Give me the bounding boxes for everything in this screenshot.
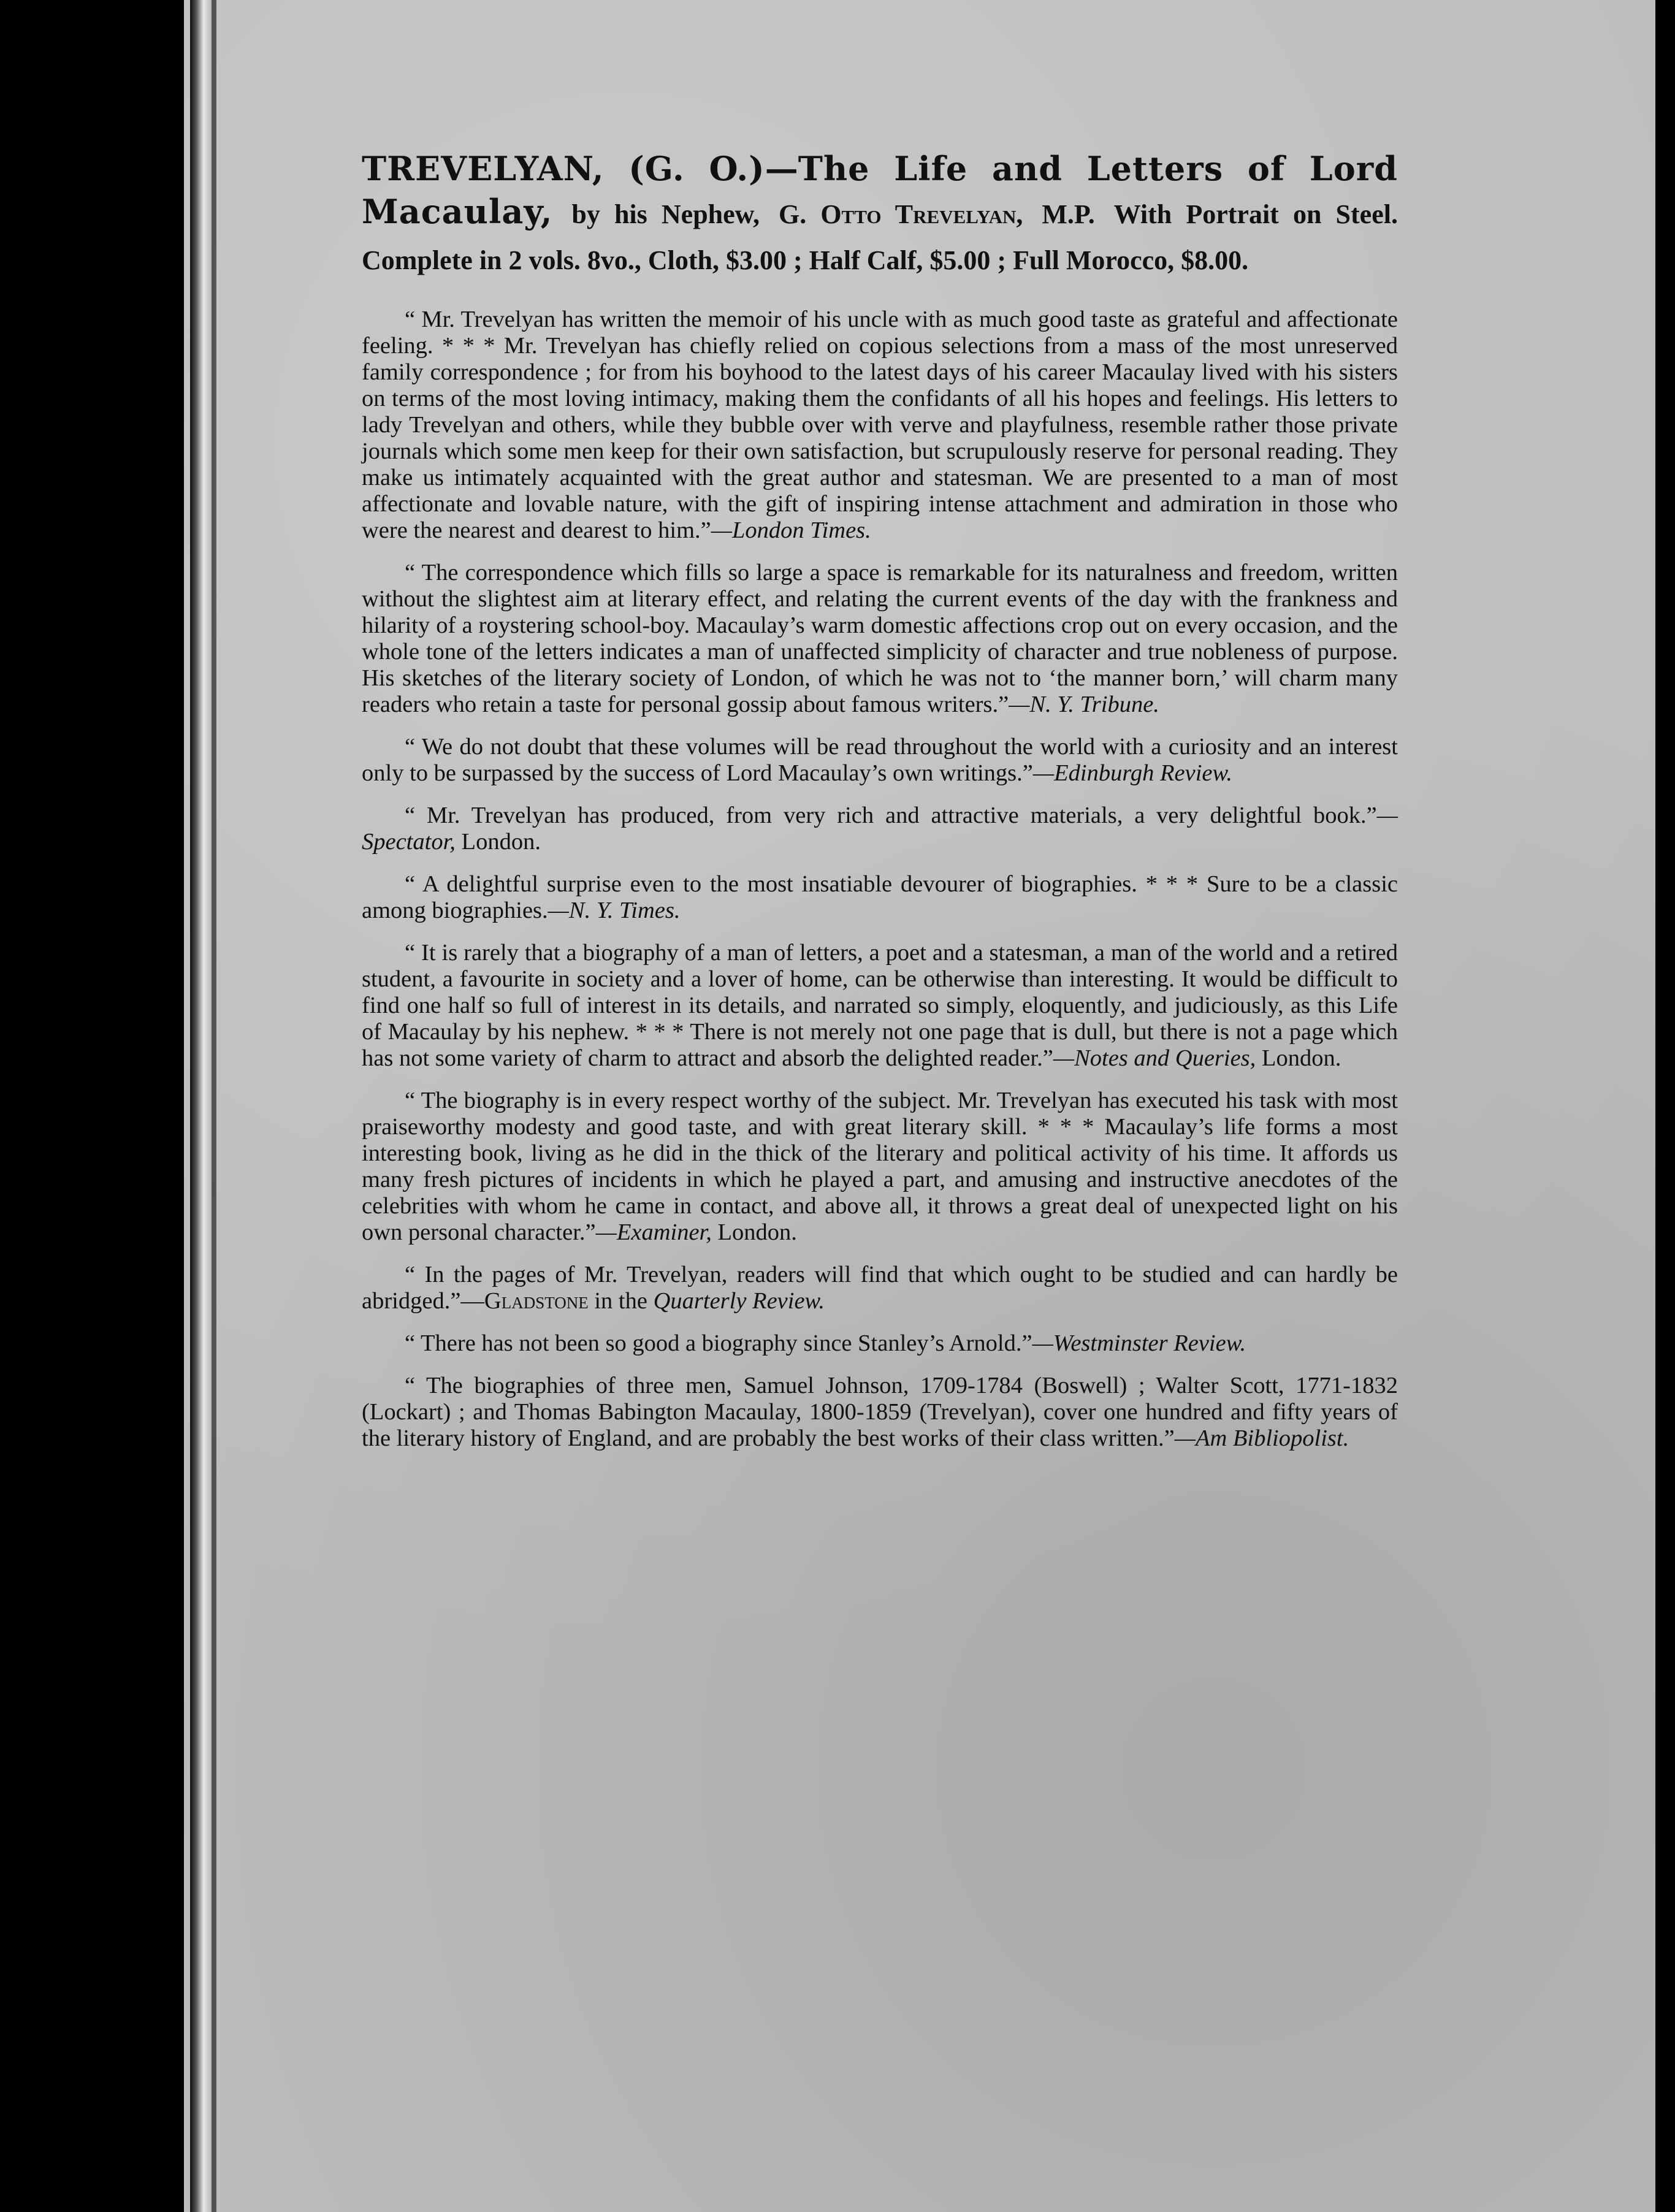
review-quote	[362, 940, 1398, 1072]
quote-source: —Notes and Queries,	[1053, 1045, 1256, 1071]
review-quote	[362, 1262, 1398, 1314]
review-quote	[362, 307, 1398, 544]
quote-text: “ It is rarely that a biography of a man of letters, a poet and a statesman, a man of the world and a retired student, a favourite in society and a lover of home, can be otherwise than interesting. It would be difficult to find one half so full of interest in its details, and narrated so simply, eloquently, and judiciously, as this Life of Macaulay by his nephew. * * * There is not merely not one page that is dull, but there is not a page which has not some variety of charm to attract and absorb the delighted reader.”	[362, 940, 1398, 1071]
quote-source: —N. Y. Times.	[548, 898, 681, 923]
quote-text: “ Mr. Trevelyan has written the memoir of his uncle with as much good taste as grateful and affectionate feeling. * * * Mr. Trevelyan has chiefly relied on copious selections from a mass of the most unreserved family correspondence ; for from his boyhood to the latest days of his career Macaulay lived with his sisters on terms of the most loving intimacy, making them the confidants of all his hopes and feelings. His letters to lady Trevelyan and others, while they bubble over with verve and playfulness, resemble rather those private journals which some men keep for their own satisfaction, but scrupulously reserve for personal reading. They make us intimately acquainted with the great author and statesman. We are presented to a man of most affectionate and lovable nature, with the gift of inspiring intense attachment and admiration in those who were the nearest and dearest to him.”	[362, 307, 1398, 543]
quote-source: —London Times.	[711, 517, 871, 543]
quote-suffix: London.	[455, 829, 541, 855]
review-quote	[362, 734, 1398, 787]
quote-source: —Westminster Review.	[1032, 1330, 1246, 1356]
quote-text: “ A delightful surprise even to the most insatiable devourer of biographies. * * * Sure to be a classic among biographies.	[362, 871, 1398, 923]
book-title: The Life and Letters of Lord Macaulay,	[362, 149, 1398, 231]
quote-text: “ The correspondence which fills so large a space is remarkable for its naturalness and freedom, written without the slightest aim at literary effect, and relating the current events of the day with the frankness and hilarity of a roystering school-boy. Macaulay’s warm domestic affections crop out on every occasion, and the whole tone of the letters indicates a man of unaffected simplicity of character and true nobleness of purpose. His sketches of the literary society of London, of which he was not to ‘the manner born,’ will charm many readers who retain a taste for personal gossip about famous writers.”	[362, 560, 1398, 717]
quote-source: —Examiner,	[595, 1219, 712, 1245]
quote-text: “ The biography is in every respect worthy of the subject. Mr. Trevelyan has executed his task with most praiseworthy modesty and good taste, and with great literary skill. * * * Macaulay’s life forms a most interesting book, living as he did in the thick of the literary and political activity of his time. It affords us many fresh pictures of incidents in which he played a part, and amusing and instructive anecdotes of the celebrities with whom he came in contact, and above all, it throws a great deal of unexpected light on his own personal character.”	[362, 1088, 1398, 1245]
quote-text: “ We do not doubt that these volumes will be read throughout the world with a curiosity and an interest only to be surpassed by the success of Lord Macaulay’s own writings.”	[362, 734, 1398, 786]
review-quote	[362, 1373, 1398, 1452]
page-binding-fold	[190, 0, 215, 2212]
editor-name: G. Otto Trevelyan,	[778, 199, 1023, 229]
quote-source: —N. Y. Tribune.	[1009, 692, 1159, 717]
quote-suffix: London.	[711, 1219, 797, 1245]
quote-source: —Edinburgh Review.	[1032, 760, 1232, 786]
quote-source: —Am Bibliopolist.	[1174, 1425, 1349, 1451]
quote-source: —Spectator,	[362, 803, 1398, 855]
book-description: With Portrait on Steel. Complete in 2 vols. 8vo., Cloth, $3.00 ; Half Calf, $5.00 ; Full Morocco, $8.00.	[362, 199, 1398, 275]
review-quote	[362, 560, 1398, 718]
binding-edge-line	[212, 0, 216, 2212]
quote-source: —Gladstone	[460, 1288, 589, 1314]
by-text: by his Nephew,	[571, 199, 760, 229]
quote-text: “ The biographies of three men, Samuel Johnson, 1709-1784 (Boswell) ; Walter Scott, 1771-1832 (Lockart) ; and Thomas Babington Macaulay, 1800-1859 (Trevelyan), cover one hundred and fifty years of the literary history of England, and are probably the best works of their class written.”	[362, 1373, 1398, 1451]
editor-title: M.P.	[1042, 199, 1095, 229]
review-quote	[362, 1330, 1398, 1357]
quote-text: “ In the pages of Mr. Trevelyan, readers will find that which ought to be studied and can hardly be abridged.”	[362, 1262, 1398, 1314]
heading-dash: —	[765, 149, 798, 188]
quote-text: “ Mr. Trevelyan has produced, from very rich and attractive materials, a very delightful book.”	[405, 803, 1377, 828]
review-quote	[362, 803, 1398, 855]
quote-suffix: in the	[588, 1288, 654, 1314]
review-quote	[362, 871, 1398, 924]
quote-source-publication: Quarterly Review.	[653, 1288, 825, 1314]
author-name: TREVELYAN, (G. O.)	[362, 149, 765, 188]
quote-suffix: London.	[1256, 1045, 1341, 1071]
quote-text: “ There has not been so good a biography since Stanley’s Arnold.”	[405, 1330, 1032, 1356]
book-heading	[362, 147, 1398, 282]
review-quote	[362, 1088, 1398, 1246]
advertisement-text	[362, 147, 1398, 1468]
